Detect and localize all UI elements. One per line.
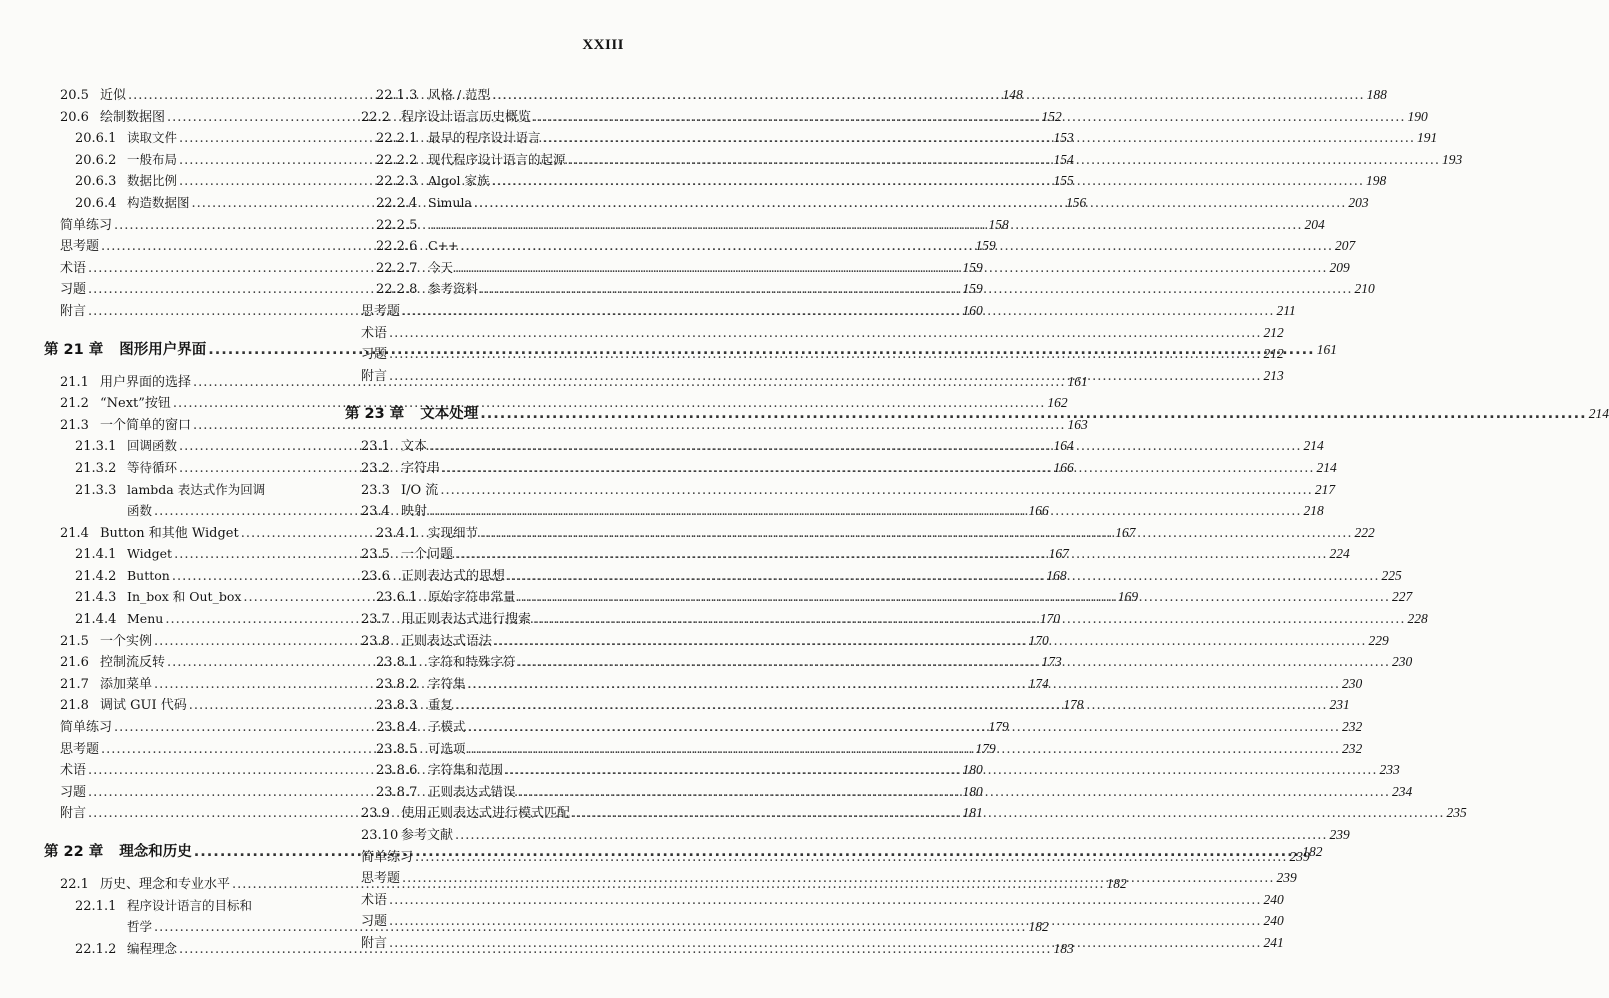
dot-leader bbox=[494, 632, 1367, 652]
toc-entry-number: 21.1 bbox=[60, 374, 89, 390]
toc-entry-number: 22.2.7 bbox=[376, 260, 418, 276]
dot-leader bbox=[533, 108, 1406, 128]
dot-leader bbox=[468, 740, 1341, 760]
toc-entry-page: 182 bbox=[1302, 844, 1323, 859]
toc-entry[interactable] bbox=[58, 415, 1088, 437]
toc-entry-number: 22.2.6 bbox=[376, 239, 418, 255]
toc-entry-number: 23.4.1 bbox=[376, 525, 418, 541]
toc-entry-number: 23.8.6 bbox=[376, 763, 418, 779]
toc-entry-number: 23.8.7 bbox=[376, 784, 418, 800]
toc-entry-title: 思考题 bbox=[60, 741, 100, 757]
dot-leader bbox=[455, 826, 1328, 846]
toc-entry-number: 22.2.8 bbox=[376, 282, 418, 298]
toc-entry-page: 235 bbox=[1446, 805, 1467, 821]
toc-entry-number: 20.6.2 bbox=[75, 152, 117, 168]
toc-entry-page: 231 bbox=[1329, 697, 1350, 713]
dot-leader bbox=[389, 934, 1262, 954]
toc-entry-title: 术语 bbox=[60, 260, 87, 276]
toc-entry-title: 读取文件 bbox=[127, 130, 178, 146]
toc-entry-title: 参考文献 bbox=[401, 828, 454, 843]
toc-entry-title: 术语 bbox=[60, 763, 87, 779]
toc-entry-number: 第 21 章 bbox=[44, 341, 104, 358]
dot-leader bbox=[533, 610, 1406, 630]
toc-entry-page: 214 bbox=[1316, 459, 1337, 475]
toc-entry-number: 22.1.2 bbox=[75, 941, 117, 957]
toc-entry-number: 23.2 bbox=[361, 460, 390, 476]
toc-entry-number: 23.8.2 bbox=[376, 676, 418, 692]
dot-leader bbox=[461, 237, 1334, 257]
toc-entry-number: 21.4.1 bbox=[75, 547, 117, 563]
toc-entry-page: 227 bbox=[1392, 589, 1413, 605]
toc-entry-page: 230 bbox=[1392, 654, 1413, 670]
toc-entry-number: 22.2 bbox=[361, 109, 390, 125]
toc-entry-number: 23.4 bbox=[361, 504, 390, 520]
toc-entry-page: 148 bbox=[1002, 87, 1023, 102]
toc-entry-title: 回调函数 bbox=[127, 438, 178, 454]
toc-entry-page: 159 bbox=[962, 281, 983, 297]
toc-entry-number: 第 22 章 bbox=[44, 844, 104, 860]
toc-entry-number: 21.2 bbox=[60, 396, 89, 412]
toc-entry-title: 控制流反转 bbox=[100, 655, 166, 671]
dot-leader bbox=[389, 367, 1262, 387]
toc-entry-number: 21.3 bbox=[60, 417, 89, 433]
toc-entry-title: 附言 bbox=[60, 806, 87, 822]
toc-entry-page: 161 bbox=[1067, 373, 1088, 389]
toc-entry-title: 用户界面的选择 bbox=[100, 374, 192, 390]
toc-entry-title: 思考题 bbox=[361, 871, 401, 887]
toc-entry-page: 229 bbox=[1368, 632, 1389, 648]
toc-entry-title: 子模式 bbox=[428, 719, 466, 735]
toc-entry-number: 23.8.1 bbox=[376, 655, 418, 671]
toc-entry-title: 调试 GUI 代码 bbox=[100, 698, 187, 714]
toc-entry-page: 213 bbox=[1263, 367, 1284, 383]
dot-leader bbox=[402, 302, 1275, 322]
toc-entry-title: Button 和其他 Widget bbox=[100, 525, 239, 541]
toc-entry-page: 163 bbox=[1067, 416, 1088, 432]
dot-leader bbox=[440, 481, 1313, 501]
dot-leader bbox=[442, 459, 1315, 479]
toc-entry-page: 181 bbox=[962, 805, 983, 821]
dot-leader bbox=[480, 280, 1353, 300]
toc-entry-page: 168 bbox=[1046, 567, 1067, 583]
toc-entry-page: 198 bbox=[1366, 173, 1387, 189]
toc-entry-number: 21.8 bbox=[60, 698, 89, 714]
dot-leader bbox=[568, 151, 1441, 171]
toc-entry[interactable] bbox=[359, 323, 1284, 345]
toc-entry-page: 174 bbox=[1028, 675, 1049, 691]
toc-entry-page: 190 bbox=[1407, 108, 1428, 124]
toc-entry-page: 222 bbox=[1354, 524, 1375, 540]
toc-entry-page: 217 bbox=[1314, 481, 1336, 497]
toc-entry-number: 20.6.1 bbox=[75, 131, 117, 147]
toc-entry-number: 21.4.2 bbox=[75, 568, 117, 584]
toc-entry-page: 178 bbox=[1063, 697, 1084, 713]
toc-entry-title: 最早的程序设计语言 bbox=[428, 130, 541, 146]
toc-entry-title: 添加菜单 bbox=[100, 676, 153, 692]
toc-entry-page: 233 bbox=[1379, 762, 1400, 778]
toc-entry-page: 234 bbox=[1392, 783, 1413, 799]
toc-entry-number: 23.1 bbox=[361, 439, 390, 455]
toc-entry-title: 正则表达式的思想 bbox=[401, 568, 506, 584]
toc-entry-number: 23.9 bbox=[361, 806, 390, 822]
toc-entry-title: 图形用户界面 bbox=[119, 341, 207, 358]
toc-entry-number: 21.3.3 bbox=[75, 482, 117, 498]
toc-entry-number: 22.2.5 bbox=[376, 217, 418, 233]
toc-entry-title: 字符和特殊字符 bbox=[428, 654, 516, 670]
page-number: XXIII bbox=[582, 37, 624, 53]
toc-entry-title: 思考题 bbox=[361, 303, 401, 319]
toc-entry-page: 204 bbox=[1304, 216, 1325, 232]
toc-entry-page: 239 bbox=[1289, 848, 1310, 864]
toc-entry-number: 22.1 bbox=[60, 877, 89, 892]
toc-entry-page: 183 bbox=[1053, 940, 1074, 956]
toc-entry-number: 22.2.3 bbox=[376, 174, 418, 190]
toc-entry-title: 今天 bbox=[428, 259, 454, 275]
toc-entry-page: 182 bbox=[1106, 876, 1127, 891]
toc-entry-number: 22.2.2 bbox=[376, 152, 418, 168]
toc-entry-number: 21.4 bbox=[60, 525, 89, 541]
toc-entry-page: 180 bbox=[962, 783, 983, 799]
dot-leader bbox=[455, 696, 1328, 716]
toc-entry-page: 214 bbox=[1303, 438, 1324, 454]
toc-entry-number: 21.4.4 bbox=[75, 612, 117, 628]
toc-entry-page: 241 bbox=[1263, 934, 1284, 950]
toc-entry-page: 179 bbox=[975, 740, 996, 756]
toc-entry-title: 一般布局 bbox=[127, 151, 178, 167]
toc-entry-number: 23.8 bbox=[361, 633, 390, 649]
toc-entry-title: 参考资料 bbox=[428, 281, 479, 297]
toc-entry[interactable] bbox=[58, 480, 320, 502]
toc-entry-title: 哲学 bbox=[127, 919, 153, 935]
dot-leader bbox=[468, 675, 1341, 695]
dot-leader bbox=[507, 567, 1380, 587]
toc-entry-page: 156 bbox=[1066, 194, 1087, 210]
toc-entry[interactable] bbox=[359, 344, 1284, 366]
toc-entry-number: 23.10 bbox=[361, 828, 399, 843]
toc-entry-title: 思考题 bbox=[60, 239, 100, 255]
toc-entry-page: 211 bbox=[1276, 302, 1296, 318]
toc-entry-title: 函数 bbox=[127, 503, 153, 519]
dot-leader bbox=[492, 86, 1365, 106]
toc-entry-page: 228 bbox=[1407, 611, 1428, 627]
toc-entry-page: 193 bbox=[1442, 151, 1463, 167]
toc-entry-number: 20.6.4 bbox=[75, 195, 117, 211]
dot-leader bbox=[429, 502, 1302, 522]
toc-entry-page: 167 bbox=[1048, 546, 1069, 562]
toc-entry-page: 158 bbox=[988, 216, 1009, 232]
toc-entry-title: “Next”按钮 bbox=[100, 396, 171, 412]
dot-leader bbox=[518, 653, 1391, 673]
toc-entry-page: 164 bbox=[1053, 438, 1074, 454]
toc-entry-page: 160 bbox=[962, 302, 983, 318]
toc-entry-page: 180 bbox=[962, 762, 983, 778]
toc-entry-page: 159 bbox=[962, 259, 983, 275]
toc-entry[interactable] bbox=[58, 896, 320, 918]
toc-entry-title: 等待循环 bbox=[127, 459, 178, 475]
dot-leader bbox=[455, 259, 1328, 279]
dot-leader bbox=[430, 216, 1303, 236]
toc-entry-title: 程序设计语言历史概览 bbox=[401, 109, 532, 125]
toc-entry-title: 附言 bbox=[60, 303, 87, 319]
toc-entry-page: 209 bbox=[1329, 259, 1350, 275]
toc-entry-title: 原始字符串常量 bbox=[428, 589, 516, 605]
toc-entry-title: 一个问题 bbox=[401, 547, 454, 563]
toc-entry-page: 173 bbox=[1041, 654, 1062, 670]
toc-entry-page: 218 bbox=[1303, 503, 1324, 519]
toc-entry-page: 167 bbox=[1115, 524, 1136, 540]
dot-leader bbox=[543, 129, 1416, 149]
toc-entry-page: 240 bbox=[1263, 891, 1284, 907]
toc-entry-title: 理念和历史 bbox=[119, 844, 192, 860]
toc-entry-page: 169 bbox=[1117, 589, 1139, 605]
toc-entry-title: 历史、理念和专业水平 bbox=[100, 877, 231, 892]
toc-entry-number: 21.6 bbox=[60, 655, 89, 671]
toc-entry-page: 161 bbox=[1316, 341, 1337, 357]
toc-entry-title: Button bbox=[127, 567, 170, 583]
toc-entry-title: 一个实例 bbox=[100, 633, 153, 649]
toc-entry-page: 207 bbox=[1335, 238, 1356, 254]
toc-entry-page: 230 bbox=[1342, 675, 1363, 691]
dot-leader bbox=[492, 172, 1365, 192]
toc-entry-page: 191 bbox=[1417, 130, 1438, 146]
toc-entry-title: 可选项 bbox=[428, 740, 466, 756]
toc-entry-page: 170 bbox=[1028, 632, 1049, 648]
toc-entry-title: 重复 bbox=[428, 697, 454, 713]
dot-leader bbox=[518, 588, 1391, 608]
toc-entry-page: 203 bbox=[1348, 194, 1369, 210]
toc-entry-title: 习题 bbox=[361, 347, 388, 363]
toc-entry-title: Simula bbox=[428, 194, 472, 210]
toc-entry-page: 170 bbox=[1039, 611, 1061, 627]
toc-entry-title: 简单练习 bbox=[361, 849, 414, 865]
toc-entry-title: Menu bbox=[127, 611, 164, 627]
toc-entry-title: 使用正则表达式进行模式匹配 bbox=[401, 806, 571, 822]
toc-entry-title: 文本 bbox=[401, 439, 428, 455]
toc-entry-title: 习题 bbox=[60, 784, 87, 800]
toc-entry-title: 习题 bbox=[361, 914, 388, 930]
toc-entry-title: I/O 流 bbox=[401, 482, 439, 498]
toc-entry-title: 现代程序设计语言的起源 bbox=[428, 151, 566, 167]
toc-entry-number: 23.5 bbox=[361, 547, 390, 563]
toc-entry-title: 实现细节 bbox=[428, 524, 479, 540]
toc-entry-title: 正则表达式错误 bbox=[428, 783, 516, 799]
toc-entry-page: 210 bbox=[1354, 281, 1375, 297]
toc-entry-title: 简单练习 bbox=[60, 217, 113, 233]
toc-entry-number: 21.5 bbox=[60, 633, 89, 649]
toc-entry-number: 20.5 bbox=[60, 88, 89, 103]
dot-leader bbox=[455, 545, 1328, 565]
toc-entry-page: 152 bbox=[1041, 108, 1062, 124]
toc-entry-title: Algol 家族 bbox=[428, 173, 490, 189]
toc-entry-number: 23.8.5 bbox=[376, 741, 418, 757]
toc-entry-title: 习题 bbox=[60, 282, 87, 298]
toc-entry-number: 23.6.1 bbox=[376, 590, 418, 606]
toc-entry-title: 近似 bbox=[100, 88, 127, 103]
toc-entry[interactable] bbox=[359, 825, 1350, 847]
dot-leader bbox=[429, 437, 1302, 457]
dot-leader bbox=[468, 718, 1341, 738]
toc-entry-page: 166 bbox=[1028, 503, 1049, 519]
toc-entry-number: 22.2.4 bbox=[376, 195, 418, 211]
toc-entry-title: 术语 bbox=[361, 892, 388, 908]
toc-entry-title: 字符集 bbox=[428, 675, 466, 691]
dot-leader bbox=[572, 804, 1445, 824]
toc-entry-title: In_box 和 Out_box bbox=[127, 589, 242, 605]
toc-entry-title: 编程理念 bbox=[127, 940, 178, 956]
toc-entry-title: 附言 bbox=[361, 368, 388, 384]
toc-entry-page: 166 bbox=[1053, 459, 1074, 475]
toc-entry-page: 240 bbox=[1263, 913, 1284, 929]
dot-leader bbox=[389, 324, 1262, 344]
toc-entry-page: 232 bbox=[1342, 719, 1363, 735]
toc-entry-number: 23.8.3 bbox=[376, 698, 418, 714]
toc-entry-title: 构造数据图 bbox=[127, 194, 190, 210]
toc-entry-title: lambda 表达式作为回调 bbox=[127, 481, 266, 497]
toc-entry-title: 用正则表达式进行搜索 bbox=[401, 612, 532, 628]
toc-entry-page: 188 bbox=[1366, 87, 1387, 102]
toc-entry-page: 232 bbox=[1342, 740, 1363, 756]
toc-entry-number: 23.6 bbox=[361, 568, 390, 584]
toc-entry-page: 159 bbox=[975, 238, 996, 254]
toc-entry-title: 字符串 bbox=[401, 460, 441, 476]
toc-entry-title: 正则表达式语法 bbox=[401, 633, 493, 649]
toc-entry-page: 182 bbox=[1028, 919, 1049, 935]
toc-entry-title: 一个简单的窗口 bbox=[100, 417, 192, 433]
toc-entry-page: 225 bbox=[1381, 567, 1402, 583]
toc-entry-number: 22.1.3 bbox=[376, 88, 418, 103]
toc-entry-page: 212 bbox=[1263, 346, 1284, 362]
toc-entry-title: 简单练习 bbox=[60, 720, 113, 736]
dot-leader bbox=[415, 848, 1288, 868]
toc-entry[interactable] bbox=[359, 847, 1310, 869]
toc-entry-number: 20.6 bbox=[60, 109, 89, 125]
toc-entry-title: 风格 / 范型 bbox=[428, 87, 491, 102]
toc-entry-number: 23.7 bbox=[361, 612, 390, 628]
toc-entry-title: 字符集和范围 bbox=[428, 762, 504, 778]
toc-entry-page: 154 bbox=[1053, 151, 1074, 167]
toc-entry-page: 212 bbox=[1263, 324, 1284, 340]
toc-entry-page: 214 bbox=[1588, 406, 1609, 422]
dot-leader bbox=[480, 404, 1586, 424]
toc-entry-page: 224 bbox=[1329, 546, 1350, 562]
toc-entry-number: 23.8.4 bbox=[376, 720, 418, 736]
toc-entry-page: 179 bbox=[988, 719, 1009, 735]
toc-entry-title: 程序设计语言的目标和 bbox=[127, 897, 253, 913]
toc-entry-number: 21.4.3 bbox=[75, 590, 117, 606]
toc-entry-page: 239 bbox=[1276, 870, 1297, 886]
toc-entry-number: 23.3 bbox=[361, 482, 390, 498]
toc-entry-number: 21.3.1 bbox=[75, 439, 117, 455]
toc-entry-page: 155 bbox=[1053, 173, 1074, 189]
dot-leader bbox=[389, 912, 1262, 932]
dot-leader bbox=[505, 761, 1378, 781]
toc-entry-title: Widget bbox=[127, 546, 173, 562]
toc-entry-number: 22.1.1 bbox=[75, 898, 117, 914]
toc-entry-page: 239 bbox=[1329, 827, 1350, 842]
toc-entry-title: 数据比例 bbox=[127, 173, 178, 189]
toc-entry-title: 附言 bbox=[361, 935, 388, 951]
toc-entry-number: 22.2.1 bbox=[376, 131, 418, 147]
dot-leader bbox=[518, 783, 1391, 803]
dot-leader bbox=[389, 345, 1262, 365]
toc-entry[interactable] bbox=[359, 480, 1336, 502]
toc-entry-number: 第 23 章 bbox=[345, 406, 405, 423]
dot-leader bbox=[474, 194, 1347, 214]
toc-entry-number: 20.6.3 bbox=[75, 174, 117, 190]
toc-entry-number: 21.7 bbox=[60, 676, 89, 692]
toc-entry-page: 162 bbox=[1047, 395, 1068, 411]
toc-entry-title: 绘制数据图 bbox=[100, 109, 166, 125]
toc-entry-number: 21.3.2 bbox=[75, 460, 117, 476]
dot-leader bbox=[480, 524, 1353, 544]
toc-entry-title: 术语 bbox=[361, 325, 388, 341]
toc-entry-title: 文本处理 bbox=[420, 406, 479, 423]
toc-entry-title: 映射 bbox=[401, 504, 428, 520]
toc-entry-title: C++ bbox=[428, 238, 459, 254]
dot-leader bbox=[389, 891, 1262, 911]
toc-entry[interactable] bbox=[359, 890, 1284, 912]
toc-entry-page: 153 bbox=[1053, 130, 1074, 146]
dot-leader bbox=[402, 869, 1275, 889]
